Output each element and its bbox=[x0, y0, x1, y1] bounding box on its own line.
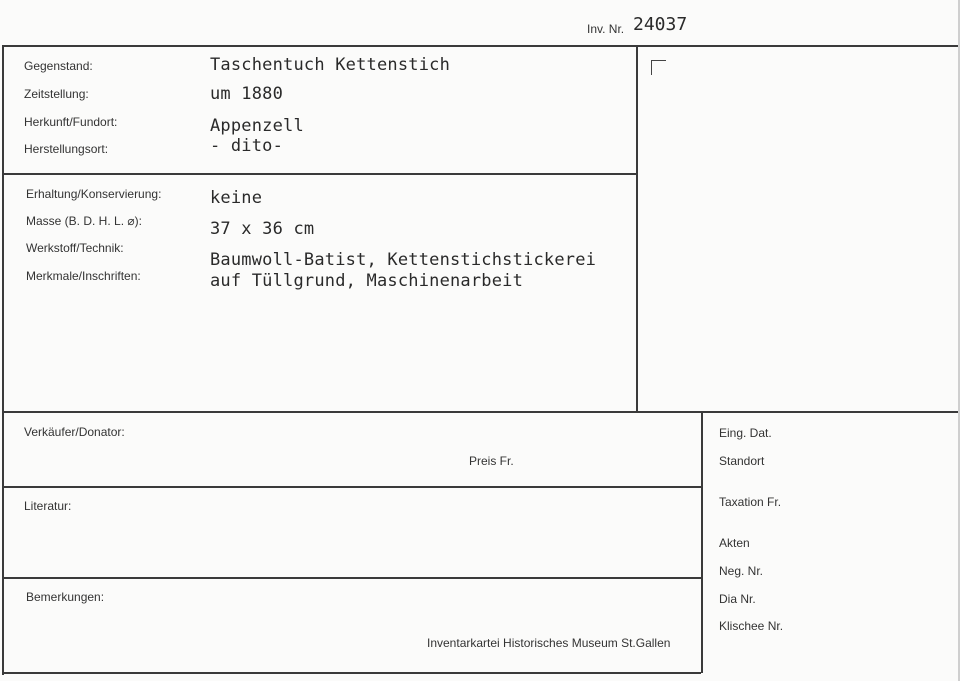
label-gegenstand: Gegenstand: bbox=[24, 59, 93, 73]
bottom-rule bbox=[2, 672, 701, 674]
label-dia-nr: Dia Nr. bbox=[719, 592, 756, 606]
label-bemerkungen: Bemerkungen: bbox=[26, 590, 105, 604]
label-erhaltung: Erhaltung/Konservierung: bbox=[26, 187, 162, 201]
value-herkunft: Appenzell bbox=[210, 116, 304, 136]
side-column-rule bbox=[701, 411, 703, 673]
image-corner-mark bbox=[651, 60, 666, 75]
label-literatur: Literatur: bbox=[24, 499, 72, 513]
left-rule bbox=[2, 45, 4, 675]
value-herstellungsort: - dito- bbox=[210, 136, 284, 156]
label-preis: Preis Fr. bbox=[469, 454, 514, 468]
label-masse: Masse (B. D. H. L. ⌀): bbox=[26, 214, 142, 228]
label-standort: Standort bbox=[719, 454, 765, 468]
label-taxation: Taxation Fr. bbox=[719, 495, 782, 509]
footer-imprint: Inventarkartei Historisches Museum St.Gallen bbox=[427, 636, 671, 650]
label-werkstoff: Werkstoff/Technik: bbox=[26, 241, 124, 255]
value-merkmale: auf Tüllgrund, Maschinenarbeit bbox=[210, 271, 524, 291]
top-rule bbox=[2, 45, 960, 47]
section-rule-4 bbox=[2, 577, 701, 579]
section-rule-3 bbox=[2, 486, 701, 488]
value-masse: 37 x 36 cm bbox=[210, 219, 315, 239]
label-neg-nr: Neg. Nr. bbox=[719, 564, 764, 578]
label-merkmale: Merkmale/Inschriften: bbox=[26, 269, 141, 283]
label-herkunft: Herkunft/Fundort: bbox=[24, 115, 118, 129]
inv-nr-value: 24037 bbox=[633, 14, 688, 35]
inv-nr-label: Inv. Nr. bbox=[587, 22, 625, 36]
label-verkaeufer: Verkäufer/Donator: bbox=[24, 425, 125, 439]
value-erhaltung: keine bbox=[210, 188, 263, 208]
value-gegenstand: Taschentuch Kettenstich bbox=[210, 55, 451, 75]
label-herstellungsort: Herstellungsort: bbox=[24, 142, 109, 156]
image-area-rule bbox=[636, 45, 638, 413]
value-werkstoff: Baumwoll-Batist, Kettenstichstickerei bbox=[210, 250, 597, 270]
label-akten: Akten bbox=[719, 536, 750, 550]
value-zeitstellung: um 1880 bbox=[210, 84, 284, 104]
label-zeitstellung: Zeitstellung: bbox=[24, 87, 89, 101]
label-eing-dat: Eing. Dat. bbox=[719, 426, 772, 440]
section-rule-2 bbox=[2, 411, 960, 413]
section-rule-1 bbox=[2, 173, 638, 175]
label-klischee-nr: Klischee Nr. bbox=[719, 619, 784, 633]
